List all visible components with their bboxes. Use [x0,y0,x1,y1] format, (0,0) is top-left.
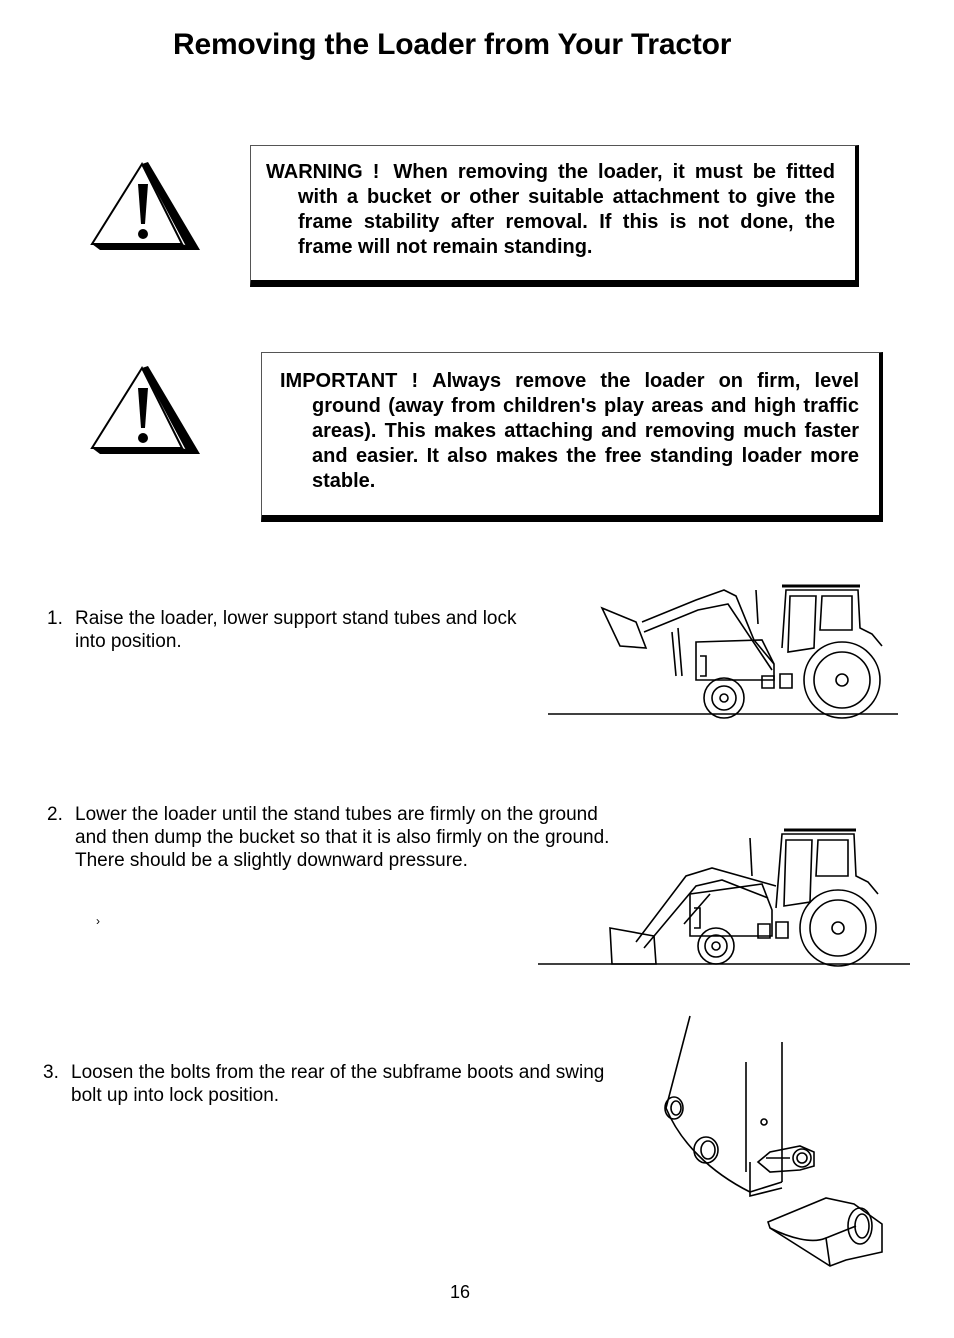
step-number: 2. [47,804,63,825]
step-text: Loosen the bolts from the rear of the subframe boots and swing bolt up into lock position. [71,1062,605,1106]
page-number: 16 [449,1282,471,1302]
warning-triangle-icon [88,364,204,460]
step-3 [43,1061,633,1107]
important-lead: IMPORTANT ! [280,370,419,392]
warning-lead: WARNING ! [266,161,380,183]
scan-mark: › [96,914,100,928]
step-1 [47,607,547,653]
warning-triangle-icon [88,160,204,256]
warning-notice [250,145,859,287]
step-number: 3. [43,1062,59,1083]
subframe-boot-illustration [650,1012,894,1274]
page-title: Removing the Loader from Your Tractor [173,28,732,61]
warning-text: When removing the loader, it must be fitted with a bucket or other suitable attachment to give the frame stability after removal. If this is not done, the frame will not remain standing. [298,161,835,258]
tractor-loader-raised-illustration [546,580,900,722]
tractor-loader-lowered-illustration [536,824,912,972]
step-number: 1. [47,608,63,629]
step-text: Lower the loader until the stand tubes are firmly on the ground and then dump the bucket so that it is also firmly on the ground. There should be a slightly downward pressure. [75,804,610,871]
step-text: Raise the loader, lower support stand tubes and lock into position. [75,608,517,652]
important-notice [261,352,883,522]
important-text: Always remove the loader on firm, level ground (away from children's play areas and high traffic areas). This makes attaching and removing much faster and easier. It also makes the free standing loader more stable. [312,370,859,492]
